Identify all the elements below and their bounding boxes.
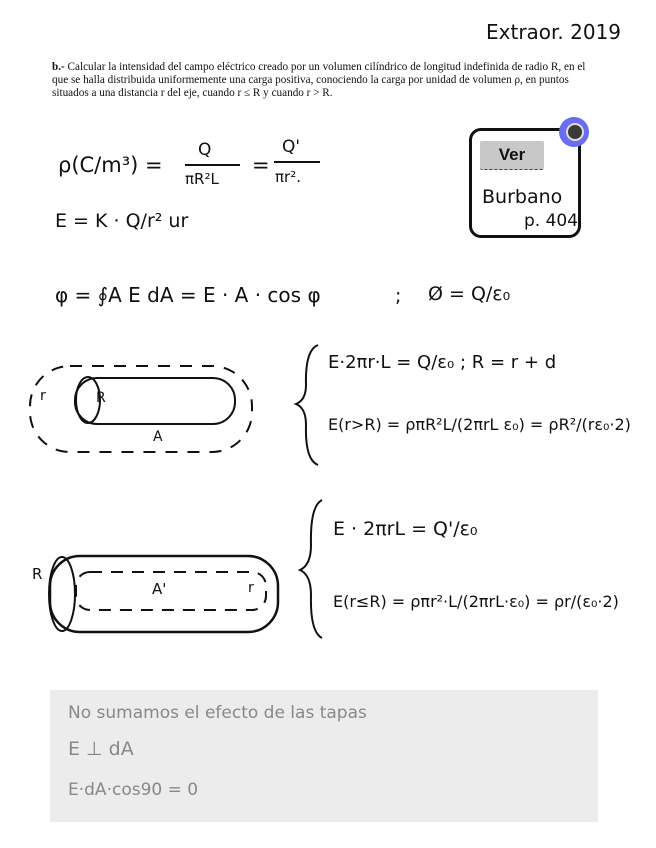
note-line-3: E·dA·cos90 = 0 bbox=[68, 780, 199, 800]
note-line-1: No sumamos el efecto de las tapas bbox=[68, 703, 367, 723]
density-denominator-1: πR²L bbox=[185, 170, 219, 188]
ver-button[interactable]: Ver bbox=[480, 141, 544, 170]
density-denominator-2: πr². bbox=[275, 168, 301, 186]
cylinder-inner-cap bbox=[49, 557, 75, 631]
flux-definition: φ = ∮A E dA = E · A · cos φ bbox=[55, 283, 321, 307]
problem-label: b.- bbox=[52, 61, 65, 73]
density-lhs: ρ(C/m³) = bbox=[58, 153, 163, 177]
inner-label-A: A' bbox=[152, 580, 167, 598]
outer-label-R: R bbox=[96, 390, 106, 406]
density-numerator-2: Q' bbox=[282, 137, 301, 157]
gaussian-surface-inner bbox=[76, 572, 266, 610]
reference-badge bbox=[469, 128, 581, 238]
gaussian-surface-outer bbox=[30, 366, 252, 452]
outer-field-equation: E(r>R) = ρπR²L/(2πrL ε₀) = ρR²/(rε₀·2) bbox=[328, 415, 631, 434]
badge-book: Burbano bbox=[482, 186, 563, 208]
brace-inner bbox=[300, 500, 322, 638]
density-numerator-1: Q bbox=[198, 140, 212, 160]
badge-page: p. 404 bbox=[524, 211, 579, 231]
problem-statement bbox=[52, 61, 604, 100]
flux-separator: ; bbox=[395, 285, 402, 307]
outer-label-A: A bbox=[153, 429, 163, 445]
inner-label-r: r bbox=[248, 580, 254, 596]
inner-gauss-equation: E · 2πrL = Q'/ε₀ bbox=[333, 518, 478, 540]
corner-note: Extraor. 2019 bbox=[486, 20, 622, 44]
inner-field-equation: E(r≤R) = ρπr²·L/(2πrL·ε₀) = ρr/(ε₀·2) bbox=[333, 592, 619, 611]
outer-gauss-equation: E·2πr·L = Q/ε₀ ; R = r + d bbox=[328, 352, 557, 373]
eye-icon[interactable] bbox=[559, 117, 589, 147]
coulomb-law: E = K · Q/r² ur bbox=[55, 210, 189, 232]
brace-outer bbox=[296, 345, 318, 465]
outer-label-r: r bbox=[40, 388, 46, 404]
gauss-law: Ø = Q/ε₀ bbox=[428, 283, 511, 305]
density-equals: = bbox=[252, 153, 270, 177]
inner-label-R: R bbox=[32, 565, 43, 583]
problem-text: Calcular la intensidad del campo eléctrico creado por un volumen cilíndrico de longitud indefinida de radio R, en el que se halla distribuida uniformemente una carga positiva, conociendo la carga por unidad de volumen ρ, en puntos situados a una distancia r del eje, cuando r ≤ R y cuando r > R. bbox=[52, 61, 586, 99]
note-line-2: E ⊥ dA bbox=[68, 738, 134, 760]
